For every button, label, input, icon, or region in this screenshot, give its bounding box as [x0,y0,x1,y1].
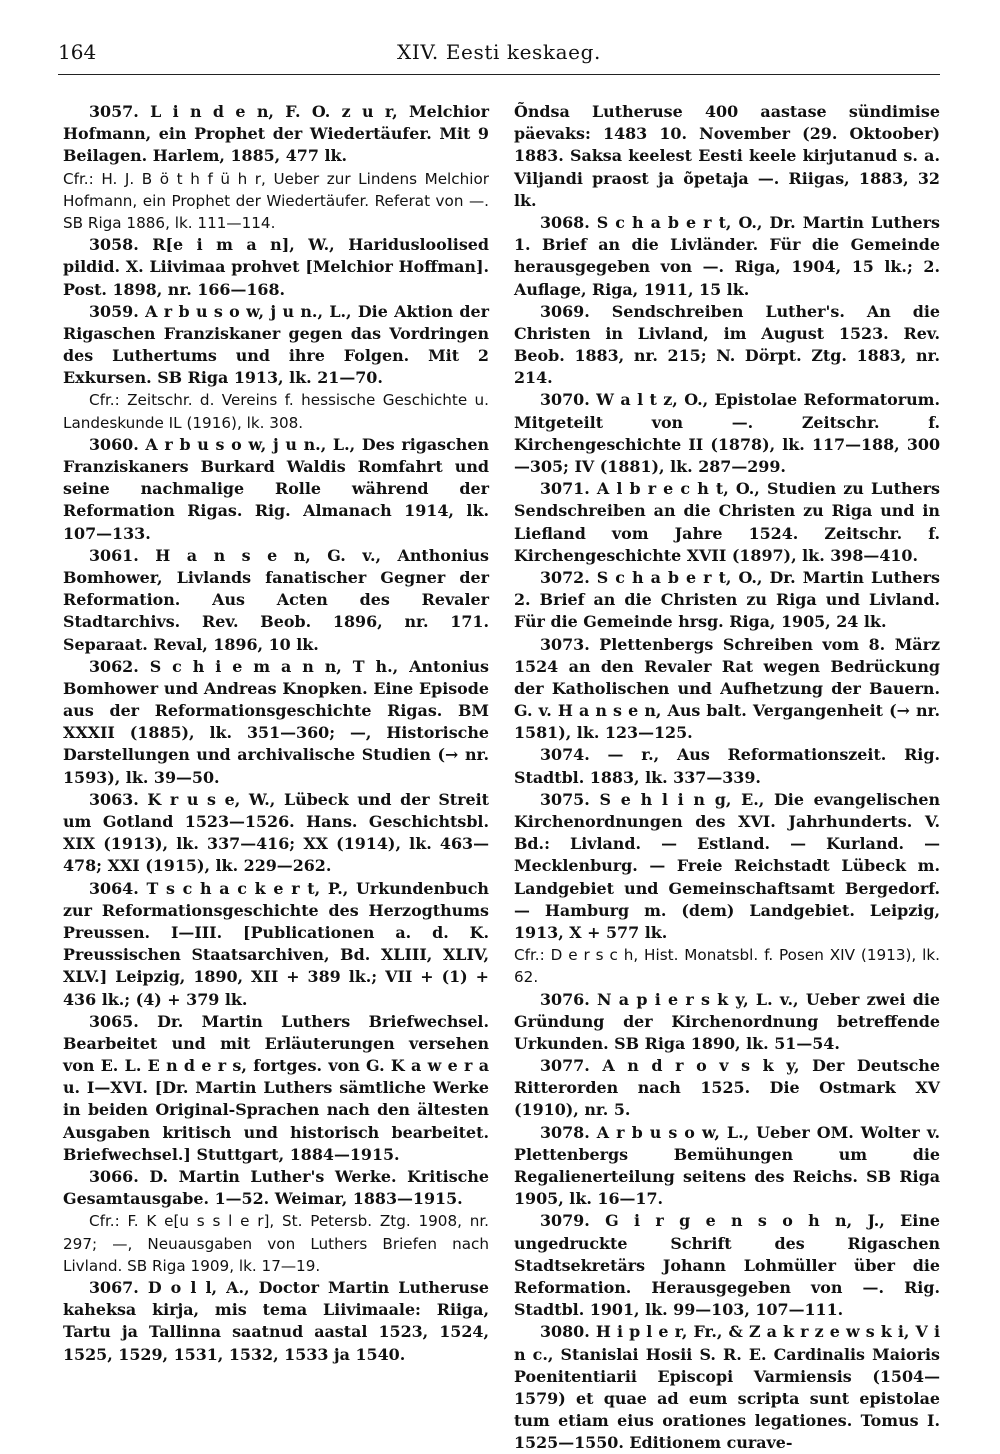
bibliography-entry: 3073. Plettenbergs Schreiben vom 8. März 1524 an den Revaler Rat wegen Bedrückung der Katholischen und Aufhetzung der Bauern. G. v. H a n s e n, Aus balt. Vergangenheit (→ nr. 1581), lk. 123—125. [514,634,940,743]
page-header [58,36,940,70]
page-number: 164 [58,40,97,64]
right-column [514,101,940,1453]
running-title: XIV. Eesti keskaeg. [397,40,601,64]
bibliography-entry: 3064. T s c h a c k e r t, P., Urkundenbuch zur Reformationsgeschichte des Herzogthums Preussen. I—III. [Publicationen a. d. K. Preussischen Staatsarchiven, Bd. XLIII, XLIV, XLV.] Leipzig, 1890, XII + 389 lk.; VII + (1) + 436 lk.; (4) + 379 lk. [63,878,489,1009]
bibliography-entry: 3059. A r b u s o w, j u n., L., Die Aktion der Rigaschen Franziskaner gegen das Vordringen des Luthertums und ihre Folgen. Mit 2 Exkursen. SB Riga 1913, lk. 21—70. [63,301,489,388]
bibliography-entry: 3062. S c h i e m a n n, T h., Antonius Bomhower und Andreas Knopken. Eine Episode aus der Reformationsgeschichte Rigas. BM XXXII (1885), lk. 351—360; —, Historische Darstellungen und archivalische Studien (→ nr. 1593), lk. 39—50. [63,656,489,787]
bibliography-entry: 3077. A n d r o v s k y, Der Deutsche Ritterorden nach 1525. Die Ostmark XV (1910), nr. 5. [514,1056,940,1120]
citation-note: Cfr.: H. J. B ö t h f ü h r, Ueber zur Lindens Melchior Hofmann, ein Prophet der Wiedertäufer. Referat von —. SB Riga 1886, lk. 111—114. [63,169,489,232]
bibliography-entry: 3075. S e h l i n g, E., Die evangelischen Kirchenordnungen des XVI. Jahrhunderts. V. Bd.: Livland. — Estland. — Kurland. — Mecklenburg. — Freie Reichstadt Lübeck m. Landgebiet und Gemeinschaftsamt Bergedorf. — Hamburg m. (dem) Landgebiet. Leipzig, 1913, X + 577 lk. [514,789,940,942]
bibliography-entry: Õndsa Lutheruse 400 aastase sündimise päevaks: 1483 10. November (29. Oktoober) 1883. Saksa keelest Eesti keele kirjutanud s. a. Viljandi praost ja õpetaja —. Riigas, 1883, 32 lk. [514,102,940,210]
bibliography-entry: 3069. Sendschreiben Luther's. An die Christen in Livland, im August 1523. Rev. Beob. 1883, nr. 215; N. Dörpt. Ztg. 1883, nr. 214. [514,301,940,388]
bibliography-entry: 3076. N a p i e r s k y, L. v., Ueber zwei die Gründung der Kirchenordnung betreffende Urkunden. SB Riga 1890, lk. 51—54. [514,989,940,1053]
citation-note: Cfr.: Zeitschr. d. Vereins f. hessische Geschichte u. Landeskunde IL (1916), lk. 308. [63,391,489,432]
bibliography-entry: 3063. K r u s e, W., Lübeck und der Streit um Gotland 1523—1526. Hans. Geschichtsbl. XIX (1913), lk. 337—416; XX (1914), lk. 463—478; XXI (1915), lk. 229—262. [63,789,489,876]
bibliography-entry: 3074. — r., Aus Reformationszeit. Rig. Stadtbl. 1883, lk. 337—339. [514,745,940,787]
bibliography-entry: 3066. D. Martin Luther's Werke. Kritische Gesamtausgabe. 1—52. Weimar, 1883—1915. [63,1167,489,1209]
header-rule [58,74,940,75]
bibliography-entry: 3080. H i p l e r, Fr., & Z a k r z e w s k i, V i n c., Stanislai Hosii S. R. E. Cardinalis Maioris Poenitentiarii Episcopi Varmiensis (1504—1579) et quae ad eum scripta sunt epistolae tum etiam eius orationes legationes. Tomus I. 1525—1550. Editionem curave- [514,1322,940,1453]
citation-note: Cfr.: F. K e[u s s l e r], St. Petersb. Ztg. 1908, nr. 297; —, Neuausgaben von Luthers Briefen nach Livland. SB Riga 1909, lk. 17—19. [63,1212,489,1275]
bibliography-entry: 3071. A l b r e c h t, O., Studien zu Luthers Sendschreiben an die Christen zu Riga und in Liefland vom Jahre 1524. Zeitschr. f. Kirchengeschichte XVII (1897), lk. 398—410. [514,479,940,565]
bibliography-entry: 3061. H a n s e n, G. v., Anthonius Bomhower, Livlands fanatischer Gegner der Reformation. Aus Acten des Revaler Stadtarchivs. Rev. Beob. 1896, nr. 171. Separaat. Reval, 1896, 10 lk. [63,545,489,654]
bibliography-entry: 3079. G i r g e n s o h n, J., Eine ungedruckte Schrift des Rigaschen Stadtsekretärs Johann Lohmüller über die Reformation. Herausgegeben von —. Rig. Stadtbl. 1901, lk. 99—103, 107—111. [514,1211,940,1320]
bibliography-entry: 3068. S c h a b e r t, O., Dr. Martin Luthers 1. Brief an die Livländer. Für die Gemeinde herausgegeben von —. Riga, 1904, 15 lk.; 2. Auflage, Riga, 1911, 15 lk. [514,212,940,299]
left-column [63,101,489,1391]
bibliography-entry: 3060. A r b u s o w, j u n., L., Des rigaschen Franziskaners Burkard Waldis Romfahrt und seine nachmalige Rolle während der Reformation Rigas. Rig. Almanach 1914, lk. 107—133. [63,434,489,543]
bibliography-entry: 3057. L i n d e n, F. O. z u r, Melchior Hofmann, ein Prophet der Wiedertäufer. Mit 9 Beilagen. Harlem, 1885, 477 lk. [63,102,489,166]
bibliography-entry: 3065. Dr. Martin Luthers Briefwechsel. Bearbeitet und mit Erläuterungen versehen von E. L. E n d e r s, fortges. von G. K a w e r a u. I—XVI. [Dr. Martin Luthers sämtliche Werke in beiden Original-Sprachen nach den ältesten Ausgaben kritisch und historisch bearbeitet. Briefwechsel.] Stuttgart, 1884—1915. [63,1011,489,1164]
bibliography-entry: 3078. A r b u s o w, L., Ueber OM. Wolter v. Plettenbergs Bemühungen um die Regalienerteilung seitens des Reichs. SB Riga 1905, lk. 16—17. [514,1122,940,1209]
bibliography-entry: 3070. W a l t z, O., Epistolae Reformatorum. Mitgeteilt von —. Zeitschr. f. Kirchengeschichte II (1878), lk. 117—188, 300—305; IV (1881), lk. 287—299. [514,390,940,476]
bibliography-entry: 3072. S c h a b e r t, O., Dr. Martin Luthers 2. Brief an die Christen zu Riga und Livland. Für die Gemeinde hrsg. Riga, 1905, 24 lk. [514,567,940,632]
citation-note: Cfr.: D e r s c h, Hist. Monatsbl. f. Posen XIV (1913), lk. 62. [514,946,940,987]
bibliography-entry: 3067. D o l l, A., Doctor Martin Lutheruse kaheksa kirja, mis tema Liivimaale: Riiga, Tartu ja Tallinna saatnud aastal 1523, 1524, 1525, 1529, 1531, 1532, 1533 ja 1540. [63,1277,489,1364]
bibliography-entry: 3058. R[e i m a n], W., Haridusloolised pildid. X. Liivimaa prohvet [Melchior Hoffman]. Post. 1898, nr. 166—168. [63,235,489,299]
